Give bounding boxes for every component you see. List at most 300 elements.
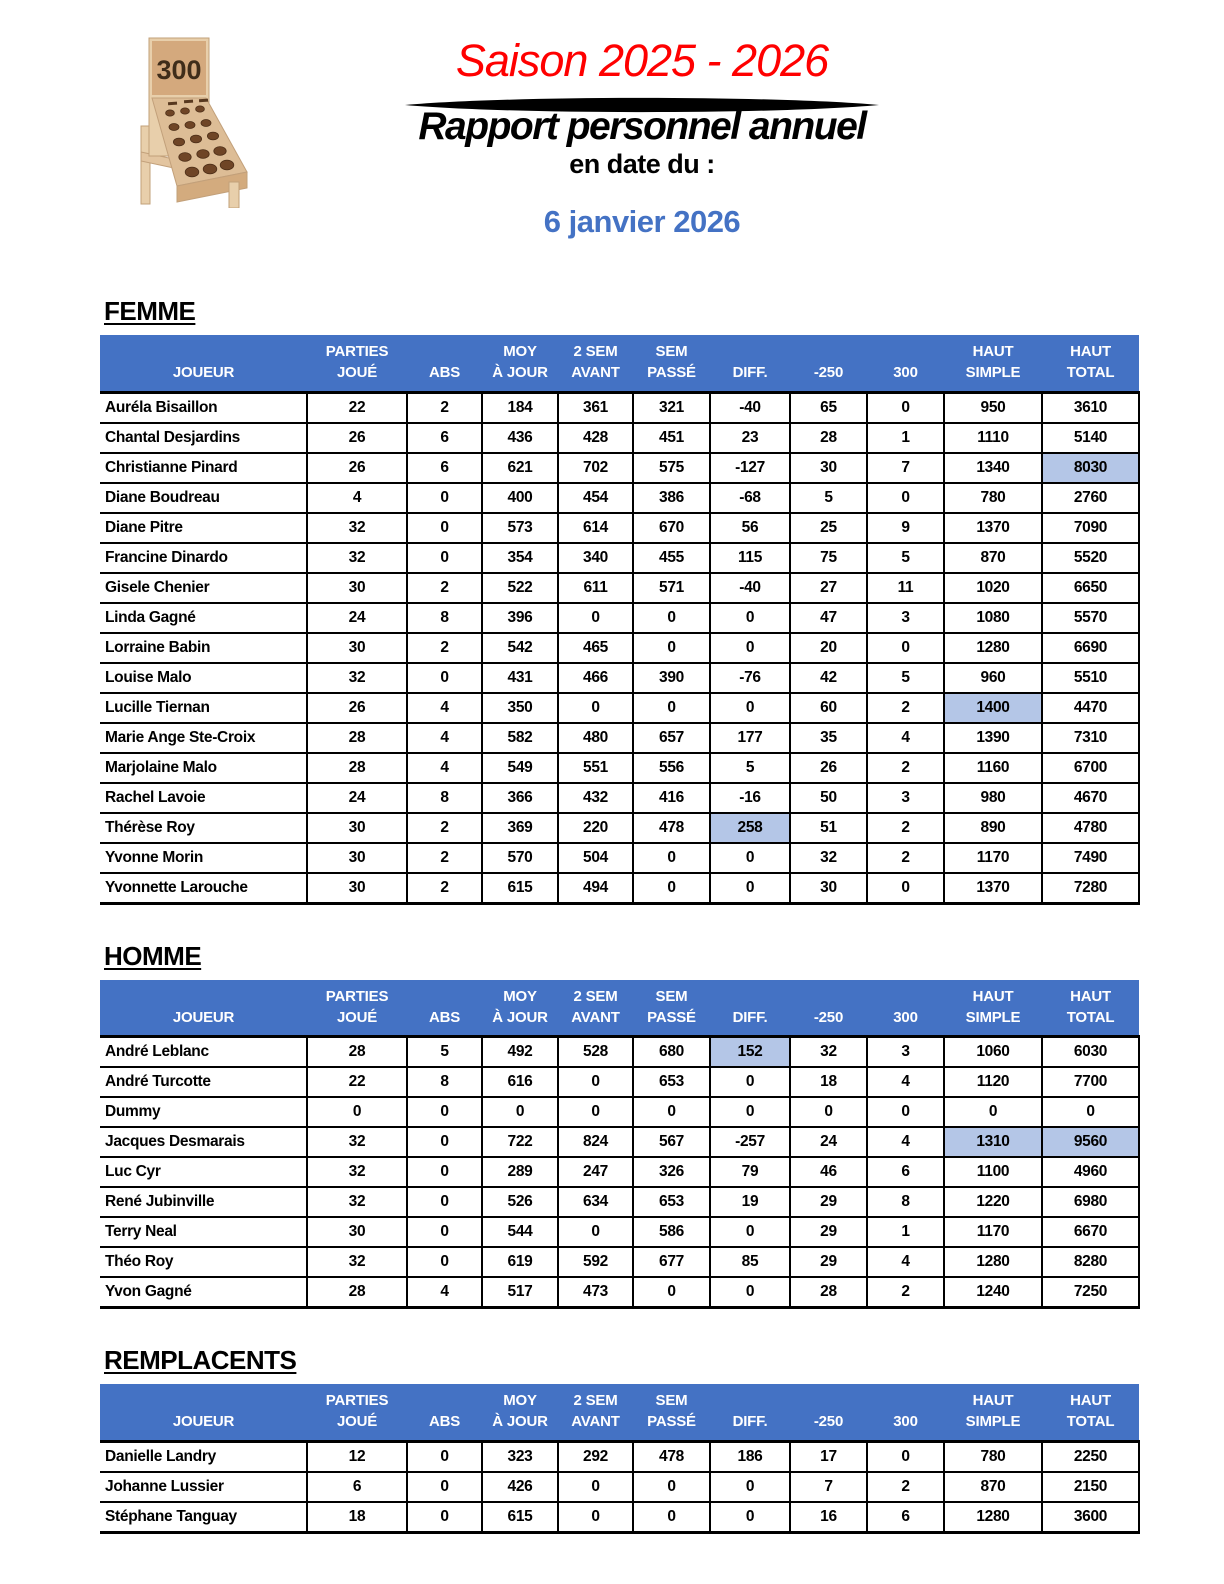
stat-cell: 0 [407,663,482,693]
stat-cell: 30 [790,873,867,904]
column-header-line1: HAUT [1070,343,1111,360]
stat-cell: 8 [867,1187,944,1217]
stat-cell: 0 [633,843,710,873]
player-name-cell: André Turcotte [100,1067,307,1097]
stat-cell: 621 [482,453,558,483]
stat-cell: 390 [633,663,710,693]
stat-cell: 6 [867,1157,944,1187]
stat-cell: 1170 [944,1217,1042,1247]
column-header-line2: TOTAL [1066,1413,1115,1431]
stat-cell: 32 [790,1037,867,1068]
table-row [100,603,1139,633]
stat-cell: 0 [633,873,710,904]
sections [100,296,1140,1534]
stat-cell: 26 [307,693,407,723]
column-header-line1: HAUT [972,987,1014,1005]
stat-cell: 0 [407,1472,482,1502]
stat-cell: 4 [867,1067,944,1097]
stat-cell: 1240 [944,1277,1042,1308]
stat-cell: 616 [482,1067,558,1097]
stat-cell: 6650 [1042,573,1139,603]
stat-cell: 653 [633,1187,710,1217]
stat-cell: 42 [790,663,867,693]
stat-cell: -76 [710,663,790,693]
stat-cell: 0 [710,873,790,904]
stat-cell: 5 [867,663,944,693]
stat-cell: 615 [482,1502,558,1533]
column-header-line2: ABS [428,1413,461,1431]
stat-cell: 4960 [1042,1157,1139,1187]
stat-cell: 0 [558,603,633,633]
board-slot [184,100,193,104]
stat-cell: 571 [633,573,710,603]
stat-cell: 0 [710,1502,790,1533]
stat-cell: 9560 [1042,1127,1139,1157]
stat-cell: 292 [558,1441,633,1472]
column-header-line2: DIFF. [732,364,768,382]
stat-cell: 6980 [1042,1187,1139,1217]
stat-cell: 0 [407,1097,482,1127]
column-header [633,1384,710,1441]
stat-cell: -40 [710,392,790,423]
player-name-cell: Thérèse Roy [100,813,307,843]
stat-cell: 494 [558,873,633,904]
stat-cell: 25 [790,513,867,543]
stat-cell: 0 [407,1157,482,1187]
column-header-line2: -250 [813,1413,844,1431]
stat-cell: 0 [867,633,944,663]
date-label: en date du : [569,149,715,180]
stat-cell: 11 [867,573,944,603]
player-name-cell: Diane Pitre [100,513,307,543]
table-row [100,1097,1139,1127]
stat-cell: 0 [633,1277,710,1308]
stat-cell: 0 [407,513,482,543]
stats-table [100,980,1140,1310]
stat-cell: 16 [790,1502,867,1533]
column-header-line1: SEM [655,1392,688,1410]
table-row [100,423,1139,453]
stat-cell: 556 [633,753,710,783]
stat-cell: 0 [710,693,790,723]
stat-cell: 0 [558,1217,633,1247]
stat-cell: 2250 [1042,1441,1139,1472]
stat-cell: 1080 [944,603,1042,633]
stat-cell: 247 [558,1157,633,1187]
stat-cell: 35 [790,723,867,753]
section-title: FEMME [104,296,196,326]
player-name-cell: Dummy [100,1097,307,1127]
stat-cell: 2 [407,843,482,873]
stat-cell: 451 [633,423,710,453]
stat-cell: 980 [944,783,1042,813]
stat-cell: 24 [307,603,407,633]
table-row [100,1502,1139,1533]
stat-cell: 46 [790,1157,867,1187]
stat-cell: 85 [710,1247,790,1277]
stat-cell: 780 [944,1441,1042,1472]
stat-cell: 4 [407,723,482,753]
stat-cell: 1160 [944,753,1042,783]
stat-cell: 0 [482,1097,558,1127]
player-name-cell: Marie Ange Ste-Croix [100,723,307,753]
column-header [307,335,407,392]
stat-cell: 1280 [944,633,1042,663]
column-header-line2: ABS [428,1008,461,1026]
column-header-line1: MOY [503,987,537,1005]
stat-cell: 32 [307,1187,407,1217]
table-row [100,1037,1139,1068]
stat-cell: 4 [867,1127,944,1157]
stat-cell: 653 [633,1067,710,1097]
stat-cell: 1170 [944,843,1042,873]
stat-cell: 6 [407,453,482,483]
column-header [307,1384,407,1441]
stat-cell: 32 [307,543,407,573]
stat-cell: 2 [867,693,944,723]
column-header [407,1384,482,1441]
board-score-label: 300 [156,55,202,85]
stat-cell: 18 [790,1067,867,1097]
stat-cell: 28 [307,753,407,783]
stat-cell: 526 [482,1187,558,1217]
player-name-cell: André Leblanc [100,1037,307,1068]
stat-cell: 50 [790,783,867,813]
stat-cell: 7090 [1042,513,1139,543]
player-name-cell: René Jubinville [100,1187,307,1217]
stat-cell: 454 [558,483,633,513]
section-title: REMPLACENTS [104,1345,297,1376]
stat-cell: 478 [633,1441,710,1472]
column-header-line2: DIFF. [732,1008,768,1026]
stat-cell: 3 [867,603,944,633]
stat-cell: 0 [558,1502,633,1533]
stat-cell: 1390 [944,723,1042,753]
report-header [0,0,1224,278]
column-header-line2: PASSÉ [647,1008,696,1026]
stat-cell: 0 [407,1217,482,1247]
stat-cell: 455 [633,543,710,573]
stat-cell: 542 [482,633,558,663]
stat-cell: 0 [407,1502,482,1533]
stat-cell: 2150 [1042,1472,1139,1502]
stat-cell: 702 [558,453,633,483]
stat-cell: 9 [867,513,944,543]
player-name-cell: Danielle Landry [100,1441,307,1472]
stat-cell: 30 [307,843,407,873]
table-row [100,783,1139,813]
stat-cell: 5 [407,1037,482,1068]
column-header [100,1384,307,1441]
column-header [633,980,710,1037]
stat-cell: 0 [307,1097,407,1127]
player-name-cell: Stéphane Tanguay [100,1502,307,1533]
column-header-line1: SEM [655,987,688,1005]
player-name-cell: Chantal Desjardins [100,423,307,453]
column-header-line1: PARTIES [325,343,389,360]
stat-cell: 950 [944,392,1042,423]
column-header-line2: DIFF. [732,1413,768,1431]
column-header-line2: TOTAL [1066,364,1115,382]
stat-cell: 0 [710,1217,790,1247]
stat-cell: 29 [790,1247,867,1277]
player-name-cell: Linda Gagné [100,603,307,633]
stat-cell: 0 [1042,1097,1139,1127]
column-header-line2: AVANT [571,1413,620,1431]
stat-cell: 0 [710,603,790,633]
stat-cell: 1120 [944,1067,1042,1097]
column-header [944,335,1042,392]
stat-cell: 0 [867,483,944,513]
stat-cell: 32 [307,1247,407,1277]
stat-cell: 5140 [1042,423,1139,453]
stat-cell: 504 [558,843,633,873]
stat-cell: 0 [867,392,944,423]
stat-cell: 0 [790,1097,867,1127]
stat-cell: 30 [307,573,407,603]
column-header [710,1384,790,1441]
column-header-line2: PASSÉ [647,1413,696,1431]
season-title: Saison 2025 - 2026 [455,35,829,86]
stat-cell: 611 [558,573,633,603]
stat-cell: 549 [482,753,558,783]
board-slot [199,99,208,103]
stat-cell: 321 [633,392,710,423]
table-row [100,483,1139,513]
stat-cell: 0 [407,483,482,513]
stat-cell: 465 [558,633,633,663]
stat-cell: 51 [790,813,867,843]
stat-cell: 326 [633,1157,710,1187]
stat-cell: 30 [307,633,407,663]
stat-cell: -16 [710,783,790,813]
stat-cell: 17 [790,1441,867,1472]
stat-cell: 26 [307,453,407,483]
stat-cell: 0 [633,633,710,663]
header-row [100,980,1139,1037]
column-header-line1: 2 SEM [573,343,618,360]
stat-cell: 1 [867,423,944,453]
column-header-line2: 300 [893,1413,918,1431]
stat-cell: 115 [710,543,790,573]
stat-cell: 2 [867,813,944,843]
stat-cell: 30 [307,1217,407,1247]
stat-cell: 22 [307,392,407,423]
column-header-line2: JOUÉ [336,1413,378,1431]
column-header-line2: -250 [813,364,844,382]
player-name-cell: Yvonne Morin [100,843,307,873]
column-header-line2: -250 [813,1008,844,1026]
column-header-line1: MOY [503,1392,537,1410]
stat-cell: 7280 [1042,873,1139,904]
stat-cell: 2 [407,873,482,904]
stat-cell: 20 [790,633,867,663]
stat-cell: 60 [790,693,867,723]
section-homme [100,941,1140,1310]
column-header [482,1384,558,1441]
stat-cell: -68 [710,483,790,513]
stat-cell: 8280 [1042,1247,1139,1277]
stat-cell: 177 [710,723,790,753]
column-header [867,980,944,1037]
column-header-line2: À JOUR [492,364,548,382]
stat-cell: 22 [307,1067,407,1097]
stat-cell: 1 [867,1217,944,1247]
column-header [944,980,1042,1037]
player-name-cell: Gisele Chenier [100,573,307,603]
column-header-line2: AVANT [571,1008,620,1026]
stat-cell: 2760 [1042,483,1139,513]
column-header [790,980,867,1037]
column-header [100,980,307,1037]
stat-cell: 1280 [944,1247,1042,1277]
section-remplacents [100,1345,1140,1534]
table-row [100,723,1139,753]
stat-cell: 0 [710,1067,790,1097]
stat-cell: 0 [710,843,790,873]
stat-cell: 7310 [1042,723,1139,753]
column-header-line1: HAUT [1070,1392,1111,1410]
stat-cell: 0 [710,1097,790,1127]
stat-cell: 5570 [1042,603,1139,633]
column-header [633,335,710,392]
stat-cell: 26 [307,423,407,453]
table-row [100,1277,1139,1308]
header-row [100,335,1139,392]
stat-cell: 5520 [1042,543,1139,573]
column-header [790,1384,867,1441]
stat-cell: 2 [407,813,482,843]
table-row [100,573,1139,603]
stat-cell: 1370 [944,513,1042,543]
stat-cell: 30 [790,453,867,483]
column-header [710,335,790,392]
stat-cell: 32 [790,843,867,873]
stat-cell: 8 [407,783,482,813]
stat-cell: 551 [558,753,633,783]
column-header-line2: ABS [428,364,461,382]
player-name-cell: Marjolaine Malo [100,753,307,783]
title-block [232,36,992,240]
table-row [100,1472,1139,1502]
stat-cell: 0 [407,1187,482,1217]
column-header [482,335,558,392]
stat-cell: 340 [558,543,633,573]
stat-cell: 670 [633,513,710,543]
stat-cell: 824 [558,1127,633,1157]
table-row [100,1247,1139,1277]
stat-cell: 960 [944,663,1042,693]
stat-cell: 4470 [1042,693,1139,723]
stat-cell: 354 [482,543,558,573]
column-header-line2: TOTAL [1066,1008,1115,1026]
stat-cell: 517 [482,1277,558,1308]
stat-cell: 7700 [1042,1067,1139,1097]
stat-cell: 0 [633,693,710,723]
player-name-cell: Johanne Lussier [100,1472,307,1502]
stat-cell: 431 [482,663,558,693]
column-header-line2: SIMPLE [965,364,1021,382]
stat-cell: 1310 [944,1127,1042,1157]
column-header [867,1384,944,1441]
table-row [100,1157,1139,1187]
stat-cell: 1370 [944,873,1042,904]
stat-cell: 473 [558,1277,633,1308]
stat-cell: 615 [482,873,558,904]
stat-cell: 426 [482,1472,558,1502]
player-name-cell: Yvonnette Larouche [100,873,307,904]
stat-cell: 7 [790,1472,867,1502]
stat-cell: 870 [944,1472,1042,1502]
stat-cell: 0 [633,1502,710,1533]
section-title: HOMME [104,940,202,971]
table-row [100,543,1139,573]
stat-cell: 0 [558,693,633,723]
player-name-cell: Lucille Tiernan [100,693,307,723]
player-name-cell: Jacques Desmarais [100,1127,307,1157]
stat-cell: 361 [558,392,633,423]
column-header-line2: JOUÉ [336,364,378,382]
table-row [100,633,1139,663]
stat-cell: 289 [482,1157,558,1187]
stat-cell: 1020 [944,573,1042,603]
column-header [407,980,482,1037]
stat-cell: 2 [407,392,482,423]
stat-cell: 30 [307,873,407,904]
column-header [307,980,407,1037]
stat-cell: 6670 [1042,1217,1139,1247]
stat-cell: 24 [790,1127,867,1157]
stat-cell: 634 [558,1187,633,1217]
column-header-line2: JOUEUR [172,364,235,382]
stat-cell: 0 [944,1097,1042,1127]
stat-cell: 1220 [944,1187,1042,1217]
stat-cell: 396 [482,603,558,633]
stat-cell: 1060 [944,1037,1042,1068]
game-board-logo [110,36,266,208]
stat-cell: 570 [482,843,558,873]
stat-cell: 5 [710,753,790,783]
stat-cell: 575 [633,453,710,483]
column-header [558,335,633,392]
column-header-line2: 300 [893,364,918,382]
stat-cell: 323 [482,1441,558,1472]
stat-cell: 6 [307,1472,407,1502]
section-femme [100,296,1140,905]
stat-cell: 0 [633,1097,710,1127]
stat-cell: 432 [558,783,633,813]
stat-cell: 680 [633,1037,710,1068]
stat-cell: 478 [633,813,710,843]
stat-cell: 184 [482,392,558,423]
stat-cell: 18 [307,1502,407,1533]
column-header-line2: SIMPLE [965,1008,1021,1026]
player-name-cell: Louise Malo [100,663,307,693]
table-row [100,873,1139,904]
stat-cell: -257 [710,1127,790,1157]
table-row [100,1127,1139,1157]
stat-cell: 6 [867,1502,944,1533]
stat-cell: 4 [407,693,482,723]
stat-cell: 32 [307,1127,407,1157]
player-name-cell: Christianne Pinard [100,453,307,483]
column-header [558,1384,633,1441]
table-row [100,1187,1139,1217]
stat-cell: 8 [407,603,482,633]
player-name-cell: Yvon Gagné [100,1277,307,1308]
column-header-line2: À JOUR [492,1008,548,1026]
stat-cell: 3 [867,1037,944,1068]
